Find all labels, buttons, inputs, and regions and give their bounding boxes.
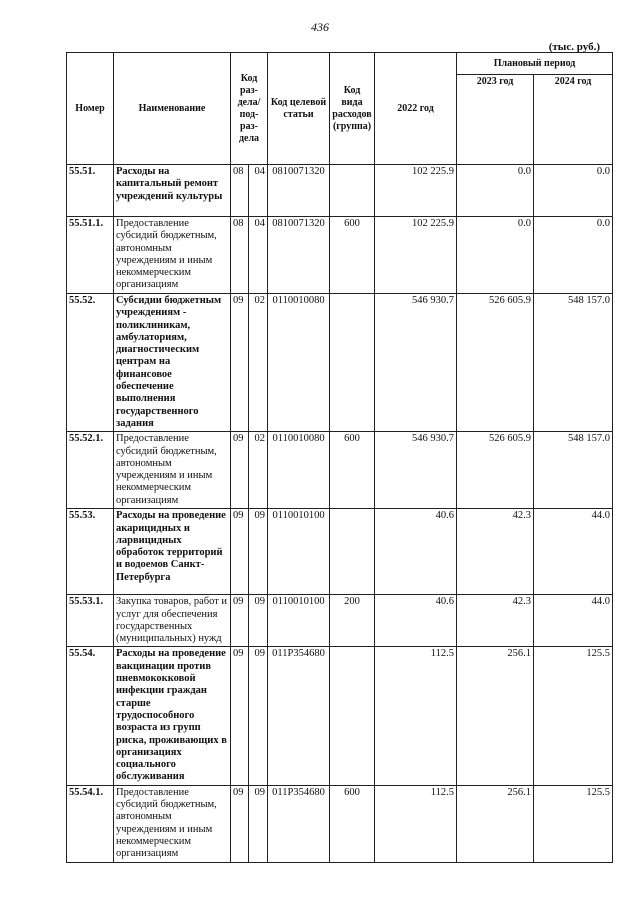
row-value-2024: 548 157.0 — [534, 294, 613, 432]
row-target-code: 0110010080 — [268, 432, 330, 509]
row-expense-type: 600 — [330, 785, 375, 862]
row-name: Закупка товаров, работ и услуг для обеспечения государственных (муниципальных) нужд — [114, 595, 231, 647]
row-name: Расходы на проведение акарицидных и ларвицидных обработок территорий и водоемов Санкт-Петербурга — [114, 509, 231, 595]
header-section-code: Код раз-дела/ под-раз-дела — [231, 53, 268, 165]
row-target-code: 011P354680 — [268, 647, 330, 785]
row-value-2023: 0.0 — [457, 217, 534, 294]
table-row — [67, 647, 613, 785]
row-value-2024: 44.0 — [534, 509, 613, 595]
row-number: 55.54. — [67, 647, 114, 785]
row-expense-type — [330, 294, 375, 432]
row-value-2024: 0.0 — [534, 165, 613, 217]
row-subsection: 09 — [249, 647, 268, 785]
header-target-code: Код целевой статьи — [268, 53, 330, 165]
row-number: 55.51. — [67, 165, 114, 217]
row-number: 55.52.1. — [67, 432, 114, 509]
row-expense-type: 200 — [330, 595, 375, 647]
row-subsection: 09 — [249, 785, 268, 862]
table-row — [67, 595, 613, 647]
table-row — [67, 432, 613, 509]
table-row — [67, 217, 613, 294]
table-row — [67, 509, 613, 595]
row-number: 55.51.1. — [67, 217, 114, 294]
row-subsection: 02 — [249, 432, 268, 509]
row-target-code: 0110010100 — [268, 509, 330, 595]
header-year-2022: 2022 год — [375, 53, 457, 165]
table-row — [67, 165, 613, 217]
row-name: Расходы на проведение вакцинации против пневмококковой инфекции граждан старше трудоспособного возраста из групп риска, проживающих в организациях социального обслуживания — [114, 647, 231, 785]
row-value-2022: 546 930.7 — [375, 294, 457, 432]
row-value-2022: 546 930.7 — [375, 432, 457, 509]
row-value-2022: 112.5 — [375, 785, 457, 862]
row-value-2022: 40.6 — [375, 595, 457, 647]
header-name: Наименование — [114, 53, 231, 165]
row-value-2022: 112.5 — [375, 647, 457, 785]
row-section: 09 — [231, 595, 249, 647]
row-name: Предоставление субсидий бюджетным, автономным учреждениям и иным некоммерческим организациям — [114, 217, 231, 294]
page-number: 436 — [311, 20, 329, 34]
row-section: 08 — [231, 217, 249, 294]
row-subsection: 04 — [249, 165, 268, 217]
row-value-2023: 42.3 — [457, 509, 534, 595]
row-subsection: 09 — [249, 595, 268, 647]
header-expense-type: Код вида расходов (группа) — [330, 53, 375, 165]
row-value-2022: 40.6 — [375, 509, 457, 595]
row-value-2024: 125.5 — [534, 785, 613, 862]
row-value-2024: 0.0 — [534, 217, 613, 294]
header-number: Номер — [67, 53, 114, 165]
row-value-2023: 0.0 — [457, 165, 534, 217]
row-section: 08 — [231, 165, 249, 217]
row-subsection: 04 — [249, 217, 268, 294]
row-value-2023: 526 605.9 — [457, 294, 534, 432]
row-name: Субсидии бюджетным учреждениям - поликлиникам, амбулаториям, диагностическим центрам на финансовое обеспечение выполнения государственного задания — [114, 294, 231, 432]
row-number: 55.53.1. — [67, 595, 114, 647]
row-expense-type — [330, 509, 375, 595]
row-name: Предоставление субсидий бюджетным, автономным учреждениям и иным некоммерческим организациям — [114, 785, 231, 862]
budget-table — [66, 52, 613, 863]
row-target-code: 0810071320 — [268, 165, 330, 217]
row-section: 09 — [231, 647, 249, 785]
row-value-2024: 125.5 — [534, 647, 613, 785]
row-value-2022: 102 225.9 — [375, 165, 457, 217]
row-value-2023: 42.3 — [457, 595, 534, 647]
header-planning-period: Плановый период — [457, 53, 613, 75]
row-section: 09 — [231, 785, 249, 862]
row-target-code: 0110010080 — [268, 294, 330, 432]
row-subsection: 09 — [249, 509, 268, 595]
row-expense-type: 600 — [330, 217, 375, 294]
row-target-code: 0810071320 — [268, 217, 330, 294]
row-number: 55.54.1. — [67, 785, 114, 862]
row-section: 09 — [231, 294, 249, 432]
row-expense-type — [330, 165, 375, 217]
row-value-2023: 256.1 — [457, 647, 534, 785]
row-number: 55.52. — [67, 294, 114, 432]
row-expense-type — [330, 647, 375, 785]
units-label: (тыс. руб.) — [548, 41, 600, 53]
header-year-2023: 2023 год — [457, 75, 534, 165]
row-target-code: 0110010100 — [268, 595, 330, 647]
row-value-2022: 102 225.9 — [375, 217, 457, 294]
row-value-2023: 256.1 — [457, 785, 534, 862]
row-value-2024: 44.0 — [534, 595, 613, 647]
table-row — [67, 785, 613, 862]
header-year-2024: 2024 год — [534, 75, 613, 165]
row-expense-type: 600 — [330, 432, 375, 509]
table-row — [67, 294, 613, 432]
row-value-2024: 548 157.0 — [534, 432, 613, 509]
row-section: 09 — [231, 509, 249, 595]
row-number: 55.53. — [67, 509, 114, 595]
row-target-code: 011P354680 — [268, 785, 330, 862]
row-section: 09 — [231, 432, 249, 509]
row-name: Расходы на капитальный ремонт учреждений культуры — [114, 165, 231, 217]
row-subsection: 02 — [249, 294, 268, 432]
row-value-2023: 526 605.9 — [457, 432, 534, 509]
row-name: Предоставление субсидий бюджетным, автономным учреждениям и иным некоммерческим организациям — [114, 432, 231, 509]
